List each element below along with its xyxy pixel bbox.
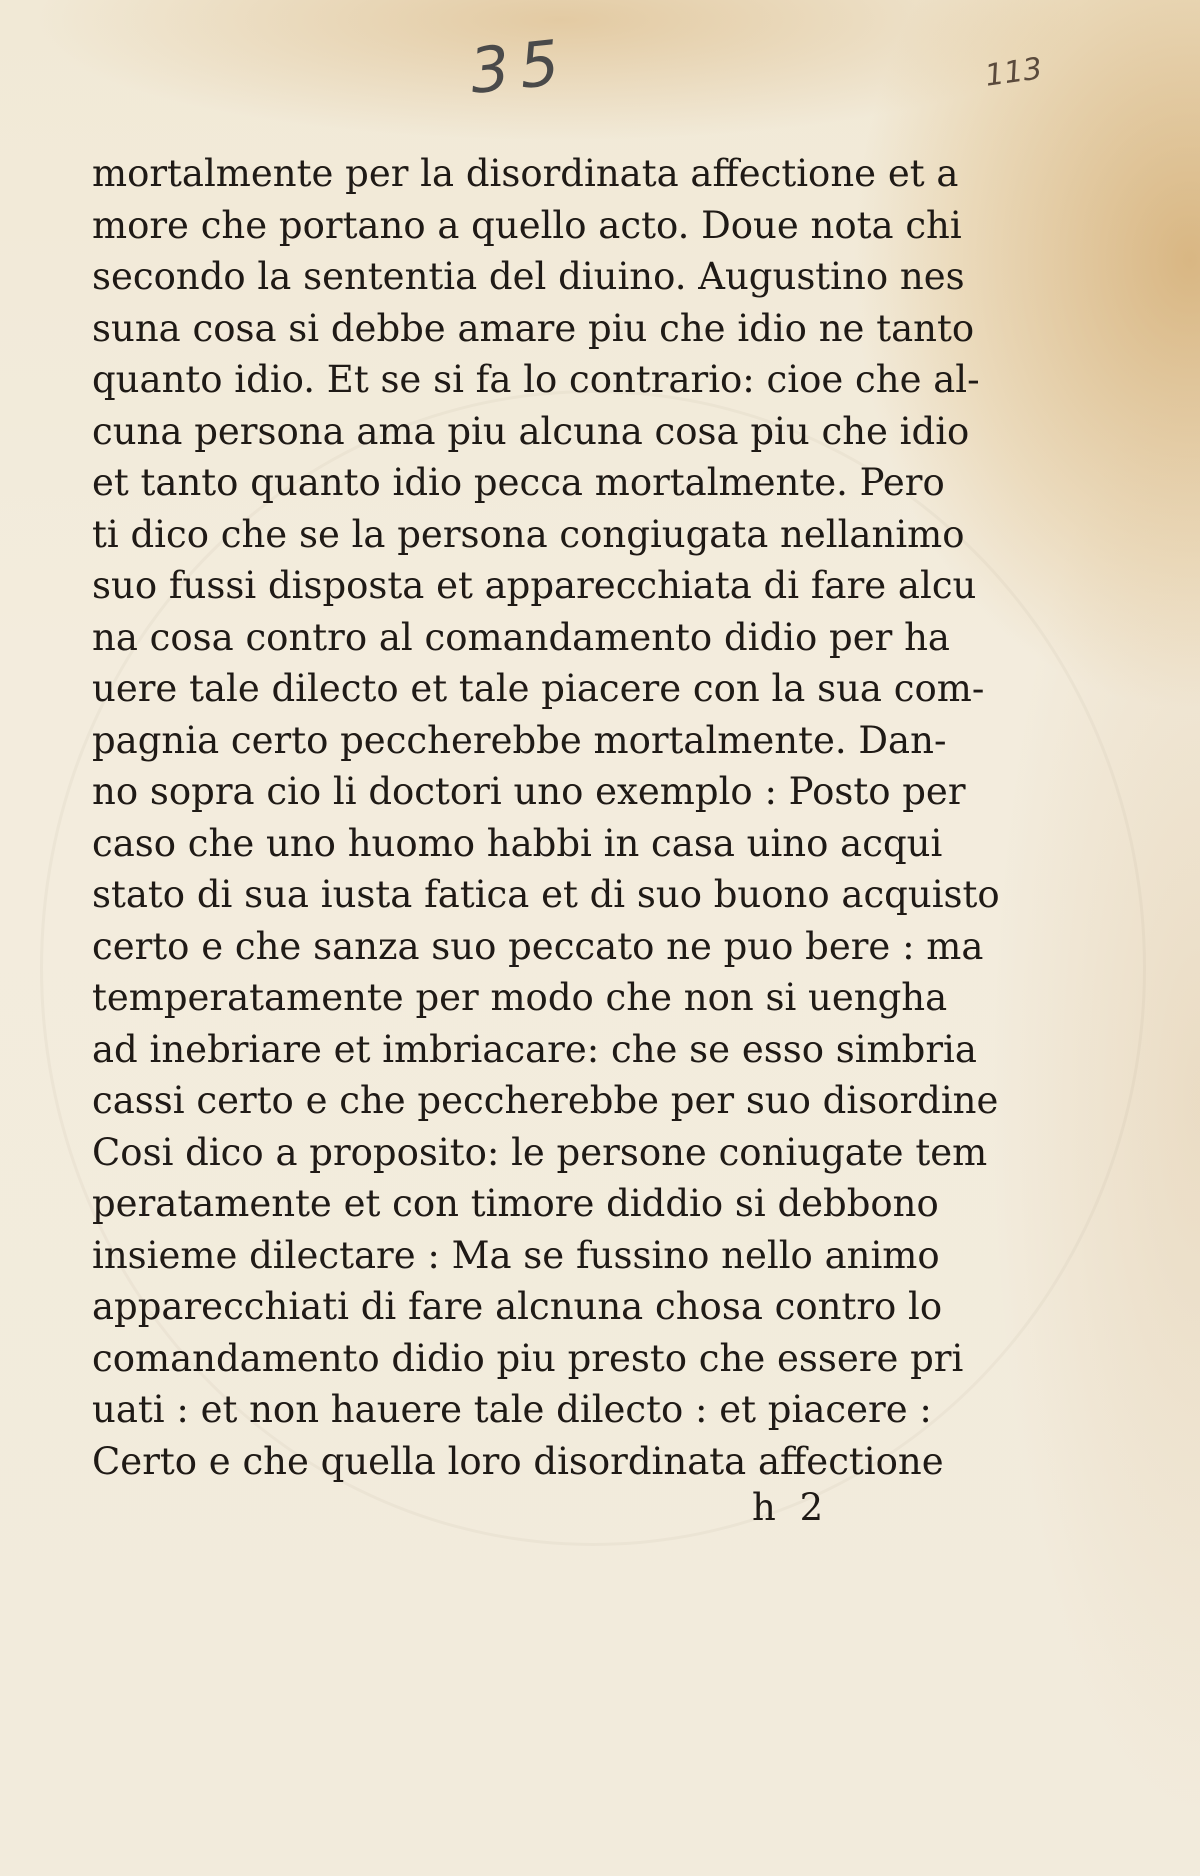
text-line: secondo la sententia del diuino. Augustino nes: [92, 255, 965, 298]
handwritten-leaf-number: 113: [982, 51, 1045, 94]
text-line: mortalmente per la disordinata affectione et a: [92, 152, 959, 195]
signature-mark: h 2: [752, 1486, 830, 1529]
text-line: Cosi dico a proposito: le persone coniugate tem: [92, 1130, 988, 1174]
text-line: stato di sua iusta fatica et di suo buono acquisto: [92, 873, 1000, 916]
text-line: peratamente et con timore diddio si debbono: [92, 1182, 939, 1225]
text-line: suo fussi disposta et apparecchiata di fare alcu: [92, 564, 977, 607]
text-line: apparecchiati di fare alcnuna chosa contro lo: [92, 1285, 943, 1328]
text-line: uati : et non hauere tale dilecto : et piacere :: [92, 1388, 932, 1431]
text-line: ad inebriare et imbriacare: che se esso simbria: [92, 1027, 977, 1071]
text-line: na cosa contro al comandamento didio per ha: [92, 615, 950, 659]
handwritten-folio-number: 35: [466, 25, 573, 108]
text-line: cassi certo e che peccherebbe per suo disordine: [92, 1079, 999, 1122]
text-line: insieme dilectare : Ma se fussino nello animo: [92, 1233, 940, 1277]
text-line: et tanto quanto idio pecca mortalmente. Pero: [92, 461, 945, 504]
text-line: certo e che sanza suo peccato ne puo bere : ma: [92, 924, 984, 968]
printed-text-block: [92, 148, 1000, 1487]
text-line: no sopra cio li doctori uno exemplo : Posto per: [92, 770, 966, 813]
text-line: temperatamente per modo che non si uengha: [92, 976, 948, 1019]
text-line: comandamento didio piu presto che essere pri: [92, 1336, 964, 1380]
text-line: suna cosa si debbe amare piu che idio ne tanto: [92, 306, 975, 350]
text-line: caso che uno huomo habbi in casa uino acqui: [92, 821, 943, 865]
text-line: ti dico che se la persona congiugata nellanimo: [92, 512, 965, 556]
text-line: uere tale dilecto et tale piacere con la sua com-: [92, 667, 985, 710]
text-line: Certo e che quella loro disordinata affectione: [92, 1439, 944, 1483]
text-line: pagnia certo peccherebbe mortalmente. Dan-: [92, 718, 947, 762]
text-line: quanto idio. Et se si fa lo contrario: cioe che al-: [92, 358, 980, 401]
text-line: cuna persona ama piu alcuna cosa piu che idio: [92, 409, 970, 453]
text-line: more che portano a quello acto. Doue nota chi: [92, 203, 962, 247]
